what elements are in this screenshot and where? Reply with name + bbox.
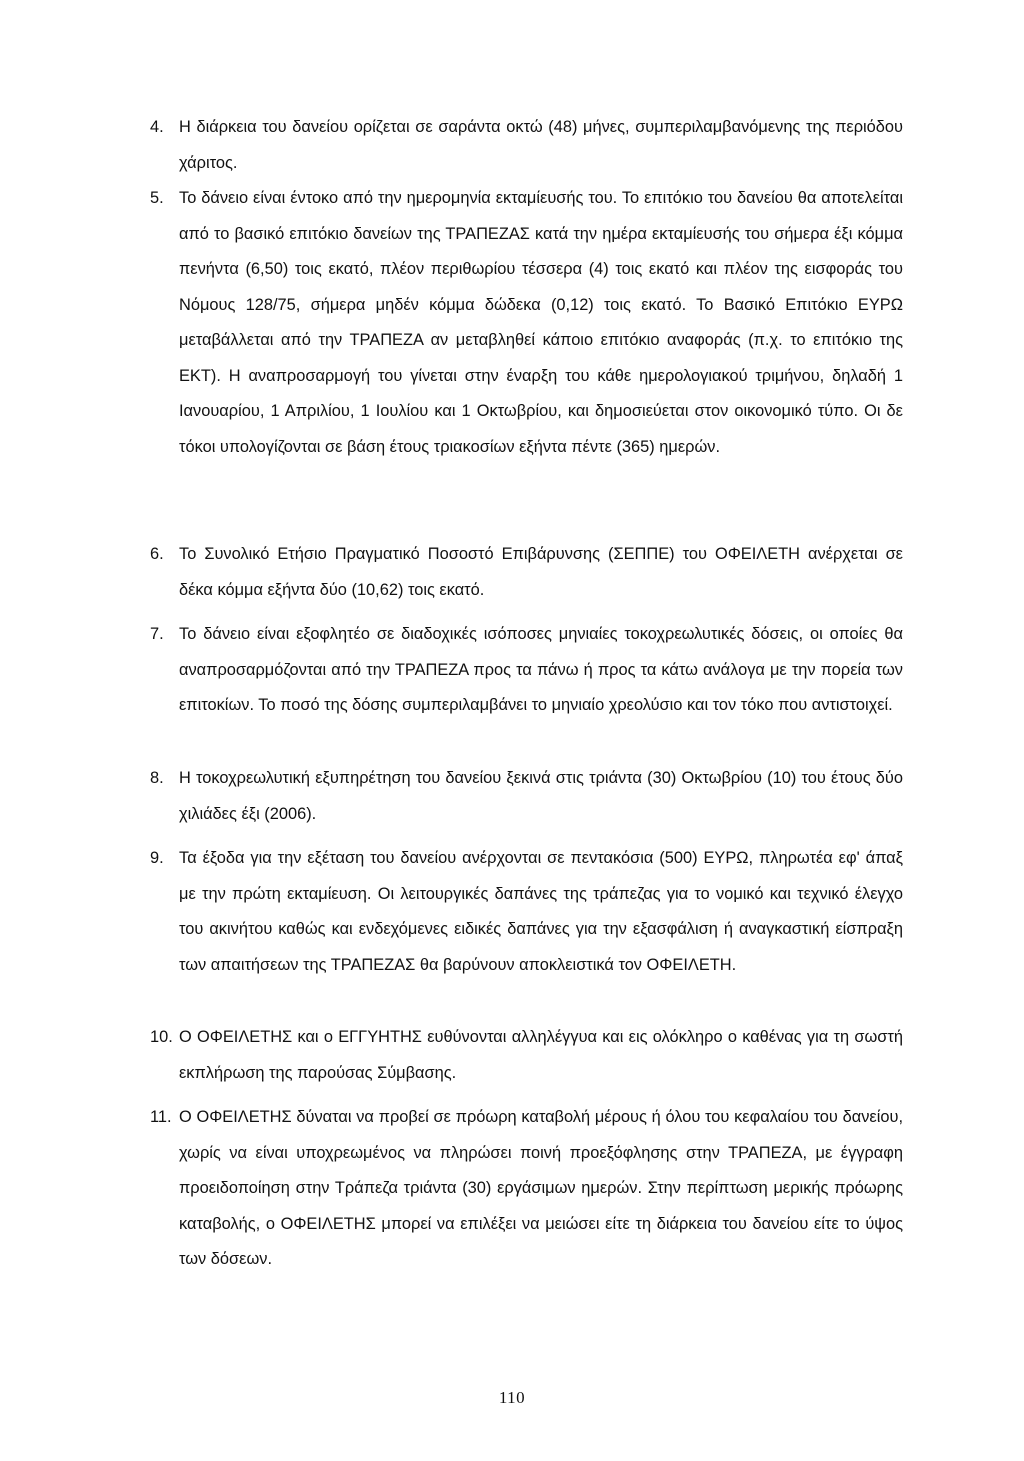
clause-number: 7. — [150, 625, 164, 643]
clause-text: Το δάνειο είναι έντοκο από την ημερομηνία εκταμίευσής του. Το επιτόκιο του δανείου θα αποτελείται από το βασικό επιτόκιο δανείων της ΤΡΑΠΕΖΑΣ κατά την ημέρα εκταμίευσής του σήμερα έξι κόμμα πενήντα (6,50) τοις εκατό, πλέον περιθωρίου τέσσερα (4) τοις εκατό και πλέον της εισφοράς του Νόμους 128/75, σήμερα μηδέν κόμμα δώδεκα (0,12) τοις εκατό. Το Βασικό Επιτόκιο ΕΥΡΩ μεταβάλλεται από την ΤΡΑΠΕΖΑ αν μεταβληθεί κάποιο επιτόκιο αναφοράς (π.χ. το επιτόκιο της ΕΚΤ). Η αναπροσαρμογή του γίνεται στην έναρξη του κάθε ημερολογιακού τριμήνου, δηλαδή 1 Ιανουαρίου, 1 Απριλίου, 1 Ιουλίου και 1 Οκτωβρίου, και δημοσιεύεται στον οικονομικό τύπο. Οι δε τόκοι υπολογίζονται σε βάση έτους τριακοσίων εξήντα πέντε (365) ημερών. — [179, 189, 903, 456]
clause-7 — [150, 617, 903, 724]
clause-number: 9. — [150, 849, 164, 867]
clause-5 — [150, 181, 903, 465]
page-number: 110 — [498, 1388, 526, 1407]
clause-text: Η διάρκεια του δανείου ορίζεται σε σαράντα οκτώ (48) μήνες, συμπεριλαμβανόμενης της περιόδου χάριτος. — [179, 118, 903, 172]
clause-8 — [150, 761, 903, 832]
clause-9 — [150, 841, 903, 983]
clause-number: 5. — [150, 189, 164, 207]
clause-text: Ο ΟΦΕΙΛΕΤΗΣ δύναται να προβεί σε πρόωρη καταβολή μέρους ή όλου του κεφαλαίου του δανείου, χωρίς να είναι υποχρεωμένος να πληρώσει ποινή προεξόφλησης στην ΤΡΑΠΕΖΑ, με έγγραφη προειδοποίηση στην Τράπεζα τριάντα (30) εργάσιμων ημερών. Στην περίπτωση μερικής πρόωρης καταβολής, ο ΟΦΕΙΛΕΤΗΣ μπορεί να επιλέξει να μειώσει είτε τη διάρκεια του δανείου είτε το ύψος των δόσεων. — [179, 1108, 903, 1268]
clause-number: 4. — [150, 118, 164, 136]
clause-number: 8. — [150, 769, 164, 787]
clause-11 — [150, 1100, 903, 1278]
clause-number: 10. — [150, 1028, 173, 1046]
clause-text: Το Συνολικό Ετήσιο Πραγματικό Ποσοστό Επιβάρυνσης (ΣΕΠΠΕ) του ΟΦΕΙΛΕΤΗ ανέρχεται σε δέκα κόμμα εξήντα δύο (10,62) τοις εκατό. — [179, 545, 903, 599]
clause-6 — [150, 537, 903, 608]
clause-number: 6. — [150, 545, 164, 563]
clause-10 — [150, 1020, 903, 1091]
clause-text: Τα έξοδα για την εξέταση του δανείου ανέρχονται σε πεντακόσια (500) ΕΥΡΩ, πληρωτέα εφ' άπαξ με την πρώτη εκταμίευση. Οι λειτουργικές δαπάνες της τράπεζας για το νομικό και τεχνικό έλεγχο του ακινήτου καθώς και ενδεχόμενες ειδικές δαπάνες για την εξασφάλιση ή αναγκαστική είσπραξη των απαιτήσεων της ΤΡΑΠΕΖΑΣ θα βαρύνουν αποκλειστικά τον ΟΦΕΙΛΕΤΗ. — [179, 849, 903, 974]
clause-text: Η τοκοχρεωλυτική εξυπηρέτηση του δανείου ξεκινά στις τριάντα (30) Οκτωβρίου (10) του έτους δύο χιλιάδες έξι (2006). — [179, 769, 903, 823]
clause-number: 11. — [150, 1108, 172, 1126]
clause-text: Ο ΟΦΕΙΛΕΤΗΣ και ο ΕΓΓΥΗΤΗΣ ευθύνονται αλληλέγγυα και εις ολόκληρο ο καθένας για τη σωστή εκπλήρωση της παρούσας Σύμβασης. — [179, 1028, 903, 1082]
clause-4 — [150, 110, 903, 181]
clause-text: Το δάνειο είναι εξοφλητέο σε διαδοχικές ισόποσες μηνιαίες τοκοχρεωλυτικές δόσεις, οι οποίες θα αναπροσαρμόζονται από την ΤΡΑΠΕΖΑ προς τα πάνω ή προς τα κάτω ανάλογα με την πορεία των επιτοκίων. Το ποσό της δόσης συμπεριλαμβάνει το μηνιαίο χρεολύσιο και τον τόκο που αντιστοιχεί. — [179, 625, 903, 714]
